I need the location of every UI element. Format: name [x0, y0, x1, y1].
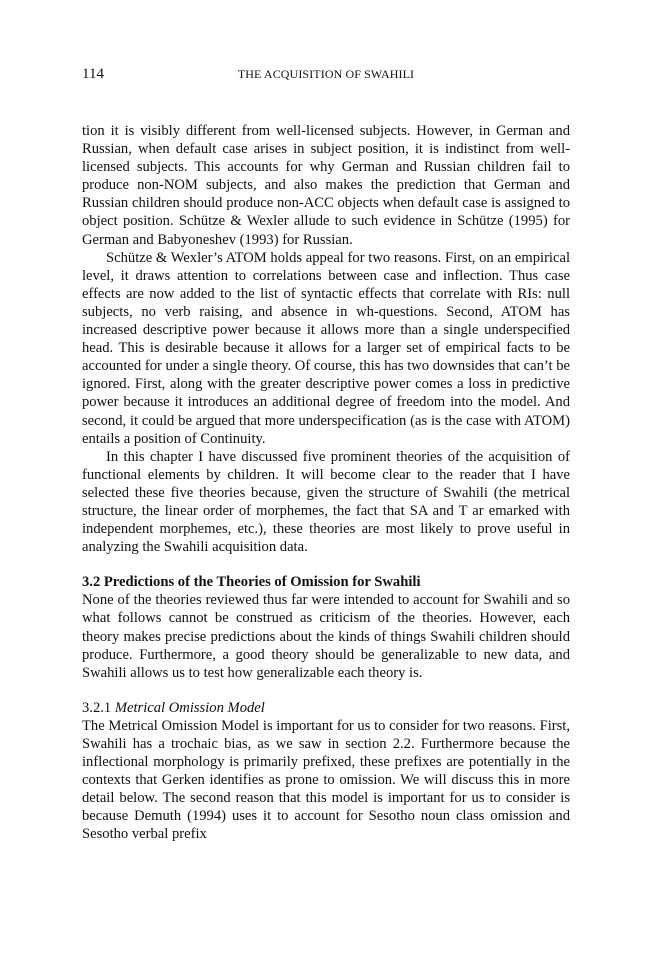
section-heading: 3.2 Predictions of the Theories of Omission for Swahili — [82, 574, 421, 591]
body-paragraph-3: In this chapter I have discussed five prominent theories of the acquisition of functional elements by children. It will become clear to the reader that I have selected these five theories because, given the structure of Swahili (the metrical structure, the linear order of morphemes, the fact that SA and T ar emarked with independent morphemes, etc.), these theories are most likely to prove useful in analyzing the Swahili acquisition data. — [82, 448, 570, 556]
page-header — [82, 66, 570, 86]
subsection-number: 3.2.1 — [82, 699, 112, 716]
body-paragraph-1: tion it is visibly different from well-licensed subjects. However, in German and Russian, when default case arises in subject position, it is indistinct from well-licensed subjects. This accounts for why German and Russian children fail to produce non-NOM subjects, and also makes the prediction that German and Russian children should produce non-ACC objects when default case is assigned to object position. Schütze & Wexler allude to such evidence in Schütze (1995) for German and Babyoneshev (1993) for Russian. — [82, 123, 570, 248]
page-body — [82, 122, 570, 844]
section-paragraph: None of the theories reviewed thus far were intended to account for Swahili and so what follows cannot be construed as criticism of the theories. However, each theory makes precise predictions about the kinds of things Swahili children should produce. Furthermore, a good theory should be generalizable to new data, and Swahili allows us to test how generalizable each theory is. — [82, 592, 570, 681]
subsection-paragraph: The Metrical Omission Model is important for us to consider for two reasons. First, Swahili has a trochaic bias, as we saw in section 2.2. Furthermore because the inflectional morphology is primarily prefixed, these prefixes are potentially in the contexts that Gerken identifies as prone to omission. We will discuss this in more detail below. The second reason that this model is important for us to consider is because Demuth (1994) uses it to account for Sesotho noun class omission and Sesotho verbal prefix — [82, 717, 570, 843]
page-number: 114 — [82, 66, 104, 82]
body-paragraph-2: Schütze & Wexler’s ATOM holds appeal for two reasons. First, on an empirical level, it draws attention to correlations between case and inflection. Thus case effects are now added to the list of syntactic effects that correlate with RIs: null subjects, no verb raising, and absence in wh-questions. Second, ATOM has increased descriptive power because it allows more than a single underspecified head. This is desirable because it allows for a larger set of empirical facts to be accounted for under a single theory. Of course, this has two downsides that can’t be ignored. First, along with the greater descriptive power comes a loss in predictive power because it introduces an additional degree of freedom into the model. And second, it could be argued that more underspecification (as is the case with ATOM) entails a position of Continuity. — [82, 249, 570, 447]
subsection-title: Metrical Omission Model — [114, 699, 265, 716]
subsection-heading — [82, 699, 570, 717]
running-head: THE ACQUISITION OF SWAHILI — [237, 67, 415, 81]
